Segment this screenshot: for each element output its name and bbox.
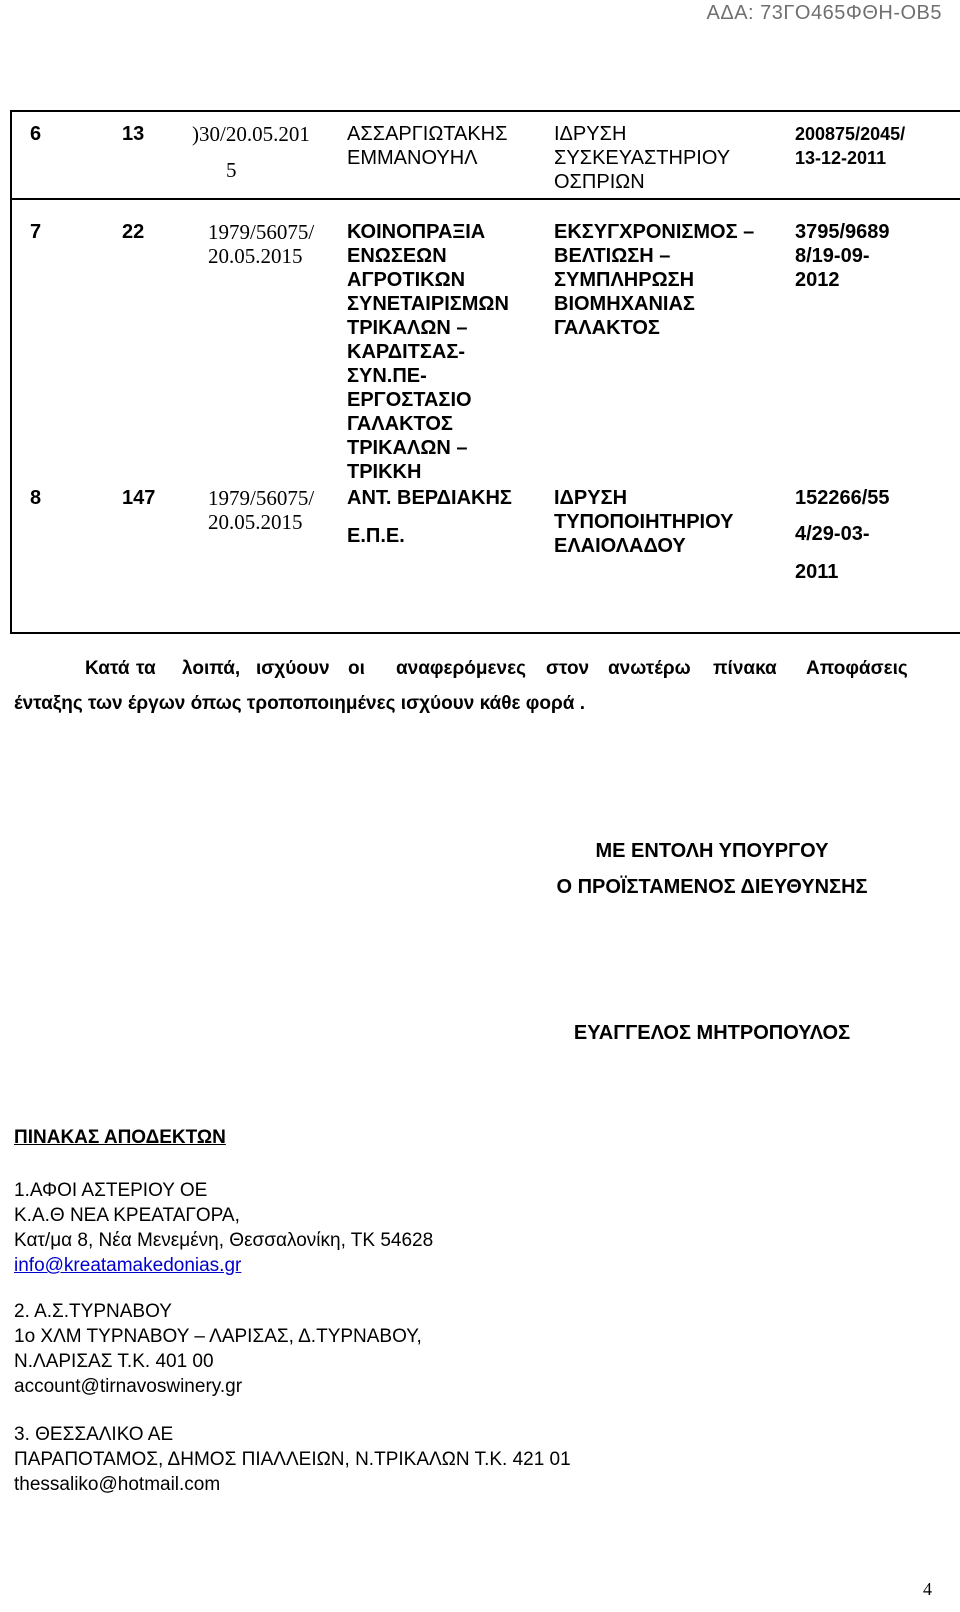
- beneficiary-line: ΣΥΝΕΤΑΙΡΙΣΜΩΝ: [347, 293, 509, 315]
- signatory-name: ΕΥΑΓΓΕΛΟΣ ΜΗΤΡΟΠΟΥΛΟΣ: [573, 1022, 851, 1044]
- paragraph-word: πίνακα: [713, 658, 777, 679]
- project-line: ΟΣΠΡΙΩΝ: [554, 171, 645, 193]
- paragraph-word: οι: [348, 658, 365, 679]
- decision-line: 20.05.2015: [208, 244, 303, 268]
- reference-line: 2012: [795, 269, 840, 291]
- project-line: ΕΛΑΙΟΛΑΔΟΥ: [554, 535, 686, 557]
- reference-line: 8/19-09-: [795, 245, 870, 267]
- beneficiary-line: ΓΑΛΑΚΤΟΣ: [347, 413, 453, 435]
- paragraph-word: λοιπά,: [182, 658, 241, 679]
- reference-line: 3795/9689: [795, 221, 890, 243]
- reference-line: 4/29-03-: [795, 523, 870, 545]
- paragraph-word: τα: [136, 658, 156, 679]
- reference-line: 152266/55: [795, 487, 890, 509]
- paragraph-word: αναφερόμενες: [396, 658, 527, 679]
- recipients-heading: ΠΙΝΑΚΑΣ ΑΠΟΔΕΚΤΩΝ: [14, 1127, 226, 1148]
- decision-line: 1979/56075/: [208, 220, 315, 244]
- paragraph-line: ένταξης των έργων όπως τροποποιημένες ισχύουν κάθε φορά .: [14, 693, 585, 714]
- projects-table: [10, 110, 960, 634]
- beneficiary-line: ΑΣΣΑΡΓΙΩΤΑΚΗΣ: [347, 123, 508, 145]
- row-number: 8: [30, 487, 42, 509]
- project-line: ΣΥΣΚΕΥΑΣΤΗΡΙΟΥ: [554, 147, 731, 169]
- reference-line: 13-12-2011: [795, 148, 887, 168]
- beneficiary-line: ΕΜΜΑΝΟΥΗΛ: [347, 147, 478, 169]
- recipient-email: thessaliko@hotmail.com: [14, 1474, 221, 1495]
- recipient-email-link[interactable]: info@kreatamakedonias.gr: [14, 1255, 242, 1276]
- beneficiary-line: ΑΓΡΟΤΙΚΩΝ: [347, 269, 466, 291]
- row-code: 13: [122, 123, 145, 145]
- beneficiary-line: Ε.Π.Ε.: [347, 525, 405, 547]
- beneficiary-line: ΣΥΝ.ΠΕ-: [347, 365, 427, 387]
- project-line: ΓΑΛΑΚΤΟΣ: [554, 317, 660, 339]
- project-line: ΙΔΡΥΣΗ: [554, 123, 627, 145]
- beneficiary-line: ΕΡΓΟΣΤΑΣΙΟ: [347, 389, 472, 411]
- reference-line: 2011: [795, 561, 839, 583]
- decision-line: )30/20.05.201: [192, 122, 310, 146]
- page-number: 4: [923, 1579, 932, 1599]
- recipient-line: 1ο ΧΛΜ ΤΥΡΝΑΒΟΥ – ΛΑΡΙΣΑΣ, Δ.ΤΥΡΝΑΒΟΥ,: [14, 1326, 422, 1347]
- recipient-line: Ν.ΛΑΡΙΣΑΣ Τ.Κ. 401 00: [14, 1351, 214, 1372]
- row-number: 7: [30, 221, 42, 243]
- paragraph-word: ισχύουν: [256, 658, 330, 679]
- beneficiary-line: ΚΑΡΔΙΤΣΑΣ-: [347, 341, 465, 363]
- recipient-line: 2. Α.Σ.ΤΥΡΝΑΒΟΥ: [14, 1301, 172, 1322]
- row-number: 6: [30, 123, 42, 145]
- project-line: ΤΥΠΟΠΟΙΗΤΗΡΙΟΥ: [554, 511, 734, 533]
- paragraph-word: Αποφάσεις: [806, 658, 908, 679]
- project-line: ΣΥΜΠΛΗΡΩΣΗ: [554, 269, 695, 291]
- decision-line: 1979/56075/: [208, 486, 315, 510]
- beneficiary-line: ΤΡΙΚΚΗ: [347, 461, 422, 483]
- beneficiary-line: ΕΝΩΣΕΩΝ: [347, 245, 447, 267]
- beneficiary-line: ΤΡΙΚΑΛΩΝ –: [347, 437, 468, 459]
- recipient-line: Κατ/μα 8, Νέα Μενεμένη, Θεσσαλονίκη, ΤΚ 54628: [14, 1230, 434, 1251]
- ada-code: ΑΔΑ: 73ΓΟ465ΦΘΗ-ΟΒ5: [706, 2, 942, 24]
- beneficiary-line: ΤΡΙΚΑΛΩΝ –: [347, 317, 468, 339]
- recipient-line: 3. ΘΕΣΣΑΛΙΚΟ ΑΕ: [14, 1424, 174, 1445]
- recipient-line: ΠΑΡΑΠΟΤΑΜΟΣ, ΔΗΜΟΣ ΠΙΑΛΛΕΙΩΝ, Ν.ΤΡΙΚΑΛΩΝ Τ.Κ. 421 01: [14, 1449, 571, 1470]
- decision-line: 5: [226, 158, 237, 182]
- beneficiary-line: ΚΟΙΝΟΠΡΑΞΙΑ: [347, 221, 486, 243]
- paragraph-word: ανωτέρω: [608, 658, 691, 679]
- paragraph-word: Κατά: [85, 658, 130, 679]
- recipient-line: Κ.Α.Θ ΝΕΑ ΚΡΕΑΤΑΓΟΡΑ,: [14, 1205, 240, 1226]
- signature-line: ΜΕ ΕΝΤΟΛΗ ΥΠΟΥΡΓΟΥ: [595, 840, 829, 862]
- row-separator: [12, 198, 960, 200]
- decision-line: 20.05.2015: [208, 510, 303, 534]
- project-line: ΒΕΛΤΙΩΣΗ –: [554, 245, 671, 267]
- reference-line: 200875/2045/: [795, 124, 906, 144]
- row-code: 22: [122, 221, 145, 243]
- paragraph-word: στον: [546, 658, 590, 679]
- project-line: ΕΚΣΥΓΧΡΟΝΙΣΜΟΣ –: [554, 221, 755, 243]
- beneficiary-line: ΑΝΤ. ΒΕΡΔΙΑΚΗΣ: [347, 487, 512, 509]
- recipient-email: account@tirnavoswinery.gr: [14, 1376, 243, 1397]
- signature-title: Ο ΠΡΟΪΣΤΑΜΕΝΟΣ ΔΙΕΥΘΥΝΣΗΣ: [556, 876, 868, 898]
- recipient-line: 1.ΑΦΟΙ ΑΣΤΕΡΙΟΥ ΟΕ: [14, 1180, 208, 1201]
- project-line: ΙΔΡΥΣΗ: [554, 487, 628, 509]
- project-line: ΒΙΟΜΗΧΑΝΙΑΣ: [554, 293, 695, 315]
- row-code: 147: [122, 487, 156, 509]
